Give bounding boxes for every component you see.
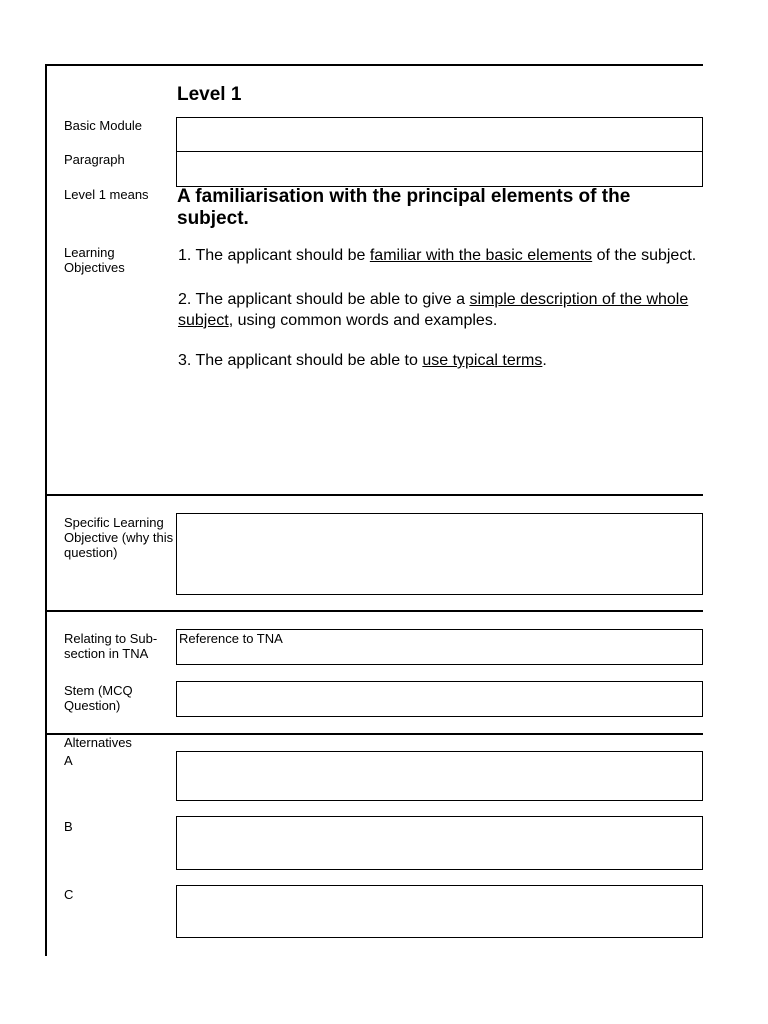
objective-2-key: simple description of the whole subject xyxy=(178,291,689,329)
learning-objectives-label: Learning Objectives xyxy=(64,245,125,275)
objective-3-tail: . xyxy=(542,352,547,369)
level-title: Level 1 xyxy=(177,84,242,105)
alternative-a-label: A xyxy=(64,753,73,768)
objective-2-text: 2. The applicant should be able to give a xyxy=(178,291,470,308)
paragraph-field[interactable] xyxy=(176,151,703,187)
alternative-a-field[interactable] xyxy=(176,751,703,801)
objective-3 xyxy=(178,350,702,371)
alternative-c-label: C xyxy=(64,887,74,902)
objective-2-tail: , using common words and examples. xyxy=(228,312,498,329)
objective-2 xyxy=(178,289,702,331)
section-divider-1 xyxy=(45,494,703,496)
basic-module-field[interactable] xyxy=(176,117,703,152)
level-means-label: Level 1 means xyxy=(64,187,149,202)
level-means-text: A familiarisation with the principal elements of the subject. xyxy=(177,186,631,229)
specific-objective-label: Specific Learning Objective (why this question) xyxy=(64,515,174,560)
section-divider-3 xyxy=(45,733,703,735)
objective-3-text: 3. The applicant should be able to xyxy=(178,352,423,369)
objective-1-text: 1. The applicant should be xyxy=(178,247,370,264)
alternative-b-field[interactable] xyxy=(176,816,703,870)
specific-objective-field[interactable] xyxy=(176,513,703,595)
top-border xyxy=(45,64,703,66)
alternatives-label: Alternatives xyxy=(64,735,132,750)
objective-3-key: use typical terms xyxy=(422,352,543,369)
objective-1 xyxy=(178,245,702,266)
alternative-c-field[interactable] xyxy=(176,885,703,938)
relating-subsection-label: Relating to Sub-section in TNA xyxy=(64,631,158,661)
alternative-b-label: B xyxy=(64,819,73,834)
tna-reference-field[interactable] xyxy=(176,629,703,665)
objective-1-key: familiar with the basic elements xyxy=(369,247,593,264)
stem-label: Stem (MCQ Question) xyxy=(64,683,133,713)
objective-1-tail: of the subject. xyxy=(592,247,697,264)
section-divider-2 xyxy=(45,610,703,612)
left-border xyxy=(45,64,47,956)
basic-module-label: Basic Module xyxy=(64,118,143,133)
stem-field[interactable] xyxy=(176,681,703,717)
tna-reference-text: Reference to TNA xyxy=(179,631,283,646)
paragraph-label: Paragraph xyxy=(64,152,125,167)
